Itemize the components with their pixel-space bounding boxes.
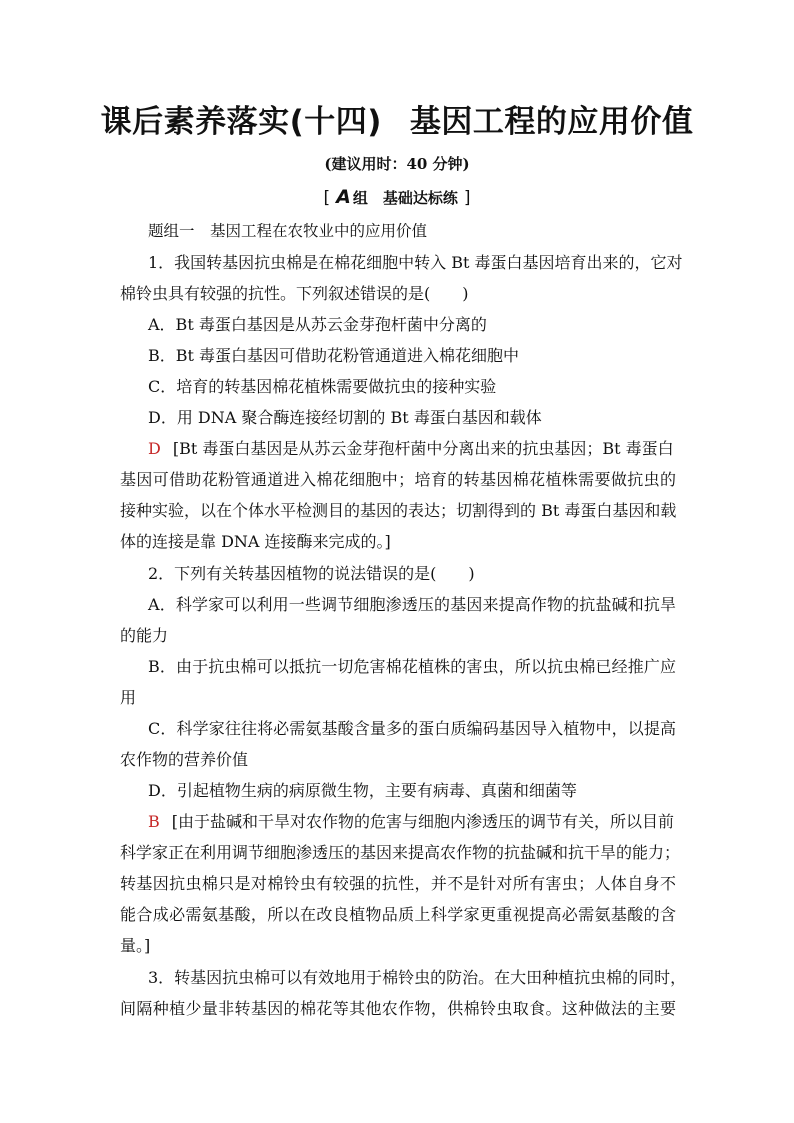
q1-exp-text1: [Bt 毒蛋白基因是从苏云金芽孢杆菌中分离出来的抗虫基因；Bt 毒蛋白 bbox=[172, 439, 674, 458]
group-letter: A bbox=[336, 186, 351, 208]
group-heading bbox=[0, 186, 794, 208]
bracket-right: ] bbox=[463, 188, 471, 208]
q3-stem-line1: 3．转基因抗虫棉可以有效地用于棉铃虫的防治。在大田种植抗虫棉的同时， bbox=[148, 968, 687, 987]
group-label: 组 基础达标练 bbox=[352, 189, 458, 207]
q2-explanation-line1 bbox=[148, 812, 674, 832]
q2-explanation-line2: 科学家正在利用调节细胞渗透压的基因来提高农作物的抗盐碱和抗干旱的能力； bbox=[120, 843, 681, 862]
title-part2: 基因工程的应用价值 bbox=[409, 104, 694, 140]
q2-option-a-line1: A．科学家可以利用一些调节细胞渗透压的基因来提高作物的抗盐碱和抗旱 bbox=[148, 595, 676, 614]
q1-explanation-line3: 接种实验，以在个体水平检测目的基因的表达；切割得到的 Bt 毒蛋白基因和载 bbox=[120, 501, 677, 520]
bracket-left: [ bbox=[323, 188, 331, 208]
title-part1: 课后素养落实(十四) bbox=[100, 104, 382, 140]
q1-stem-line2: 棉铃虫具有较强的抗性。下列叙述错误的是( ) bbox=[120, 284, 469, 303]
q1-option-d: D．用 DNA 聚合酶连接经切割的 Bt 毒蛋白基因和载体 bbox=[148, 408, 542, 427]
q1-option-c: C．培育的转基因棉花植株需要做抗虫的接种实验 bbox=[148, 377, 497, 396]
q2-option-c-line1: C．科学家往往将必需氨基酸含量多的蛋白质编码基因导入植物中，以提高 bbox=[148, 719, 676, 738]
q2-option-a-line2: 的能力 bbox=[120, 626, 169, 645]
q3-stem-line2: 间隔种植少量非转基因的棉花等其他农作物，供棉铃虫取食。这种做法的主要 bbox=[120, 999, 676, 1018]
q1-explanation-line4: 体的连接是靠 DNA 连接酶来完成的。] bbox=[120, 532, 391, 551]
q1-stem-line1: 1．我国转基因抗虫棉是在棉花细胞中转入 Bt 毒蛋白基因培育出来的，它对 bbox=[148, 253, 683, 272]
q1-option-b: B．Bt 毒蛋白基因可借助花粉管通道进入棉花细胞中 bbox=[148, 346, 520, 365]
q2-explanation-line5: 量。] bbox=[120, 936, 151, 955]
q2-option-b-line1: B．由于抗虫棉可以抵抗一切危害棉花植株的害虫，所以抗虫棉已经推广应 bbox=[148, 657, 676, 676]
page-title bbox=[0, 96, 794, 141]
q2-option-c-line2: 农作物的营养价值 bbox=[120, 750, 249, 769]
q2-exp-text1: [由于盐碱和干旱对农作物的危害与细胞内渗透压的调节有关，所以目前 bbox=[171, 812, 675, 831]
q1-explanation-line2: 基因可借助花粉管通道进入棉花细胞中；培育的转基因棉花植株需要做抗虫的 bbox=[120, 470, 676, 489]
section-heading: 题组一 基因工程在农牧业中的应用价值 bbox=[148, 222, 428, 240]
q2-stem: 2．下列有关转基因植物的说法错误的是( ) bbox=[148, 564, 475, 583]
q2-option-d: D．引起植物生病的病原微生物，主要有病毒、真菌和细菌等 bbox=[148, 781, 577, 800]
q2-explanation-line3: 转基因抗虫棉只是对棉铃虫有较强的抗性，并不是针对所有害虫；人体自身不 bbox=[120, 874, 676, 893]
q1-explanation-line1 bbox=[148, 439, 674, 459]
suggested-time: (建议用时：40 分钟) bbox=[324, 155, 470, 173]
q1-answer: D bbox=[148, 439, 161, 458]
q1-option-a: A．Bt 毒蛋白基因是从苏云金芽孢杆菌中分离的 bbox=[148, 315, 487, 334]
q2-answer: B bbox=[148, 812, 160, 831]
q2-option-b-line2: 用 bbox=[120, 688, 137, 707]
q2-explanation-line4: 能合成必需氨基酸，所以在改良植物品质上科学家更重视提高必需氨基酸的含 bbox=[120, 905, 676, 924]
